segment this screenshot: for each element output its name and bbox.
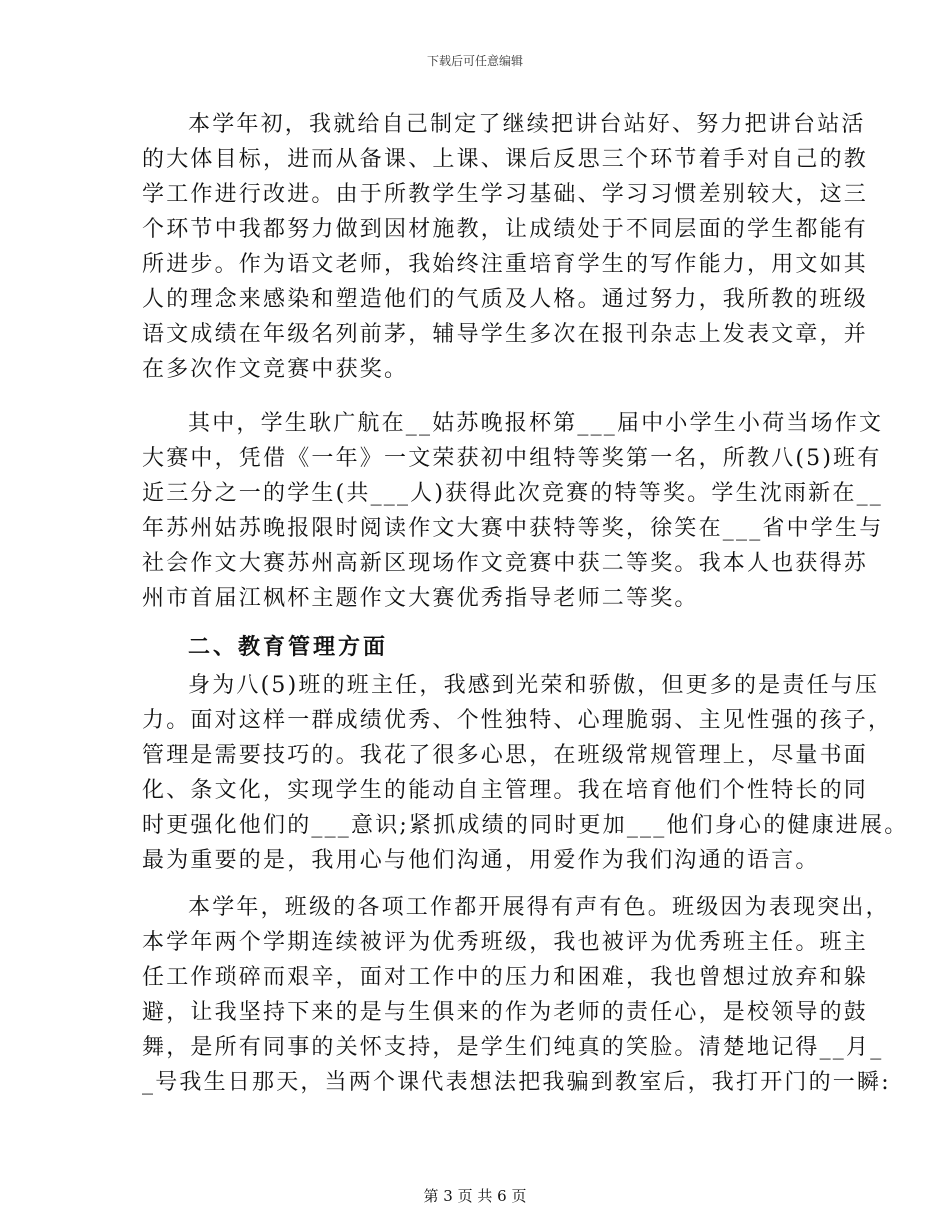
paragraph-line: _号我生日那天，当两个课代表想法把我骗到教室后，我打开门的一瞬: <box>142 1070 891 1095</box>
section-heading: 二、教育管理方面 <box>188 634 389 660</box>
paragraph-line: 语文成绩在年级名列前茅，辅导学生多次在报刊杂志上发表文章，并 <box>142 322 869 347</box>
paragraph-line: 任工作琐碎而艰辛，面对工作中的压力和困难，我也曾想过放弃和躲 <box>142 965 869 990</box>
page-number: 第 3 页 共 6 页 <box>423 1187 527 1205</box>
paragraph-line: 的大体目标，进而从备课、上课、课后反思三个环节着手对自己的教 <box>142 147 869 172</box>
paragraph-line: 社会作文大赛苏州高新区现场作文竞赛中获二等奖。我本人也获得苏 <box>142 551 869 576</box>
paragraph-line: 学工作进行改进。由于所教学生学习基础、学习习惯差别较大，这三 <box>142 182 869 207</box>
paragraph-line: 舞，是所有同事的关怀支持，是学生们纯真的笑脸。清楚地记得__月_ <box>142 1035 884 1060</box>
paragraph-line: 人的理念来感染和塑造他们的气质及人格。通过努力，我所教的班级 <box>142 287 869 312</box>
paragraph-line: 避，让我坚持下来的是与生俱来的作为老师的责任心，是校领导的鼓 <box>142 1000 869 1025</box>
paragraph-line: 管理是需要技巧的。我花了很多心思，在班级常规管理上，尽量书面 <box>142 743 869 768</box>
paragraph-line: 身为八(5)班的班主任，我感到光荣和骄傲，但更多的是责任与压 <box>188 673 880 698</box>
paragraph-line: 其中，学生耿广航在__姑苏晚报杯第___届中小学生小荷当场作文 <box>188 411 884 436</box>
paragraph-line: 时更强化他们的___意识;紧抓成绩的同时更加___他们身心的健康进展。 <box>142 813 909 838</box>
paragraph-line: 本学年，班级的各项工作都开展得有声有色。班级因为表现突出， <box>188 895 890 920</box>
paragraph-line: 最为重要的是，我用心与他们沟通，用爱作为我们沟通的语言。 <box>142 848 820 873</box>
paragraph-line: 年苏州姑苏晚报限时阅读作文大赛中获特等奖，徐笑在___省中学生与 <box>142 516 884 541</box>
paragraph-line: 近三分之一的学生(共___人)获得此次竞赛的特等奖。学生沈雨新在__ <box>142 481 883 506</box>
paragraph-line: 本学年初，我就给自己制定了继续把讲台站好、努力把讲台站活 <box>188 112 866 137</box>
paragraph-line: 在多次作文竞赛中获奖。 <box>142 357 409 382</box>
paragraph-line: 个环节中我都努力做到因材施教，让成绩处于不同层面的学生都能有 <box>142 217 869 242</box>
paragraph-line: 力。面对这样一群成绩优秀、个性独特、心理脆弱、主见性强的孩子， <box>142 708 893 733</box>
page-header: 下载后可任意编辑 <box>426 54 523 68</box>
paragraph-line: 本学年两个学期连续被评为优秀班级，我也被评为优秀班主任。班主 <box>142 930 869 955</box>
paragraph-line: 所进步。作为语文老师，我始终注重培育学生的写作能力，用文如其 <box>142 252 869 277</box>
paragraph-line: 州市首届江枫杯主题作文大赛优秀指导老师二等奖。 <box>142 586 699 611</box>
paragraph-line: 大赛中，凭借《一年》一文荣获初中组特等奖第一名，所教八(5)班有 <box>142 446 882 471</box>
paragraph-line: 化、条文化，实现学生的能动自主管理。我在培育他们个性特长的同 <box>142 778 869 803</box>
